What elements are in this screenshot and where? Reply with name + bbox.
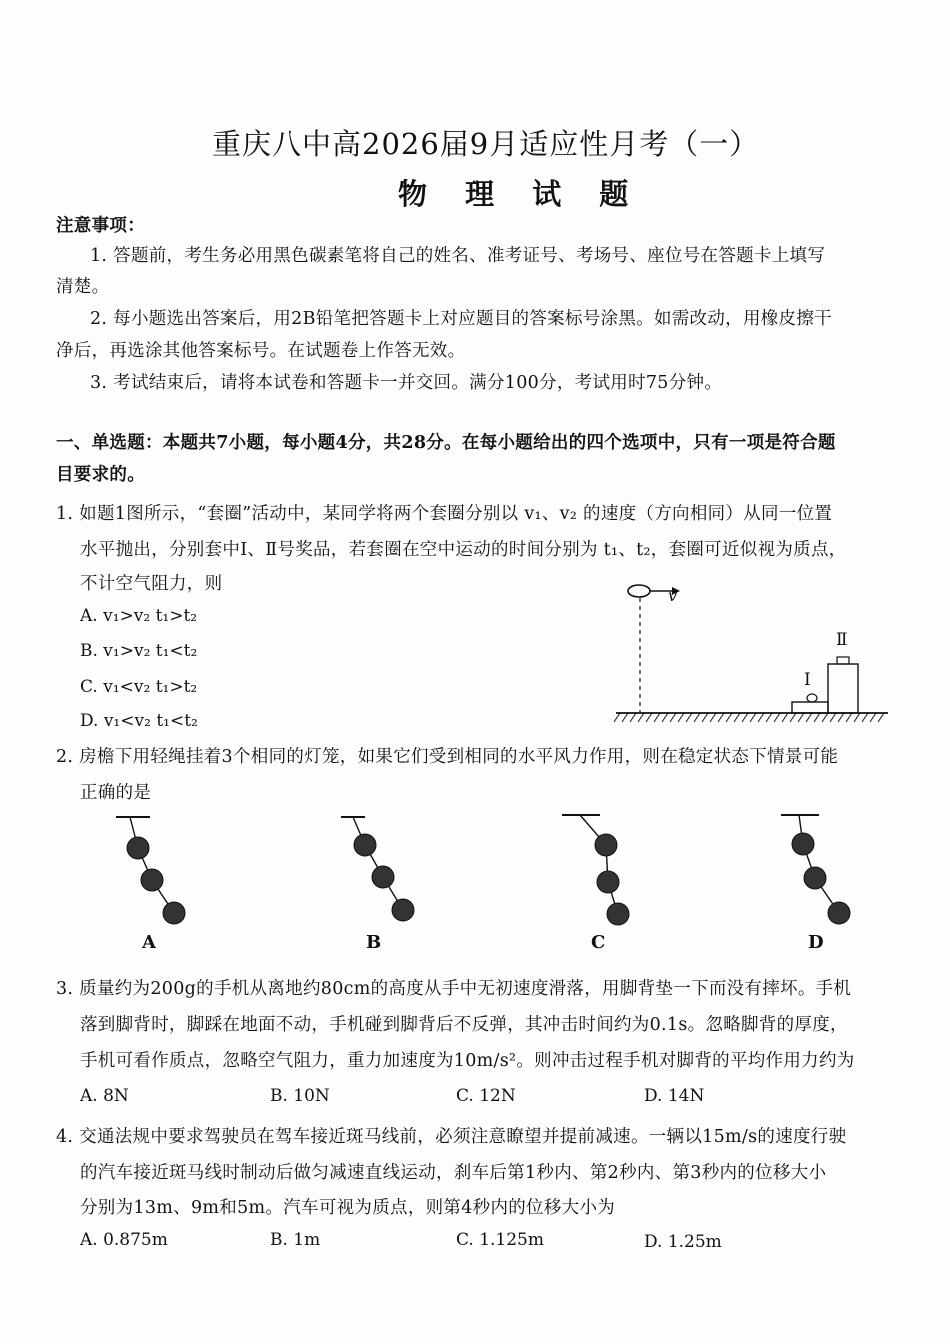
q3-stem-line1: 3. 质量约为200g的手机从离地约80cm的高度从手中无初速度滑落，用脚背垫一下而没有摔坏。手机 [56, 979, 852, 999]
velocity-label: v [668, 586, 678, 605]
q3-option-b: B. 10N [270, 1086, 330, 1106]
q4-option-a: A. 0.875m [80, 1230, 168, 1250]
prize-2-label: Ⅱ [836, 630, 848, 650]
notice-heading: 注意事项： [56, 216, 145, 236]
notice-item-2-cont: 净后，再选涂其他答案标号。在试题卷上作答无效。 [56, 341, 466, 361]
q2-label-d: D [808, 932, 824, 953]
q4-option-c: C. 1.125m [456, 1230, 544, 1250]
q2-label-b: B [366, 932, 382, 953]
q2-label-a: A [142, 932, 156, 953]
section-heading-cont: 目要求的。 [56, 465, 145, 485]
lantern-figure-c [560, 810, 670, 935]
section-heading: 一、单选题：本题共7小题，每小题4分，共28分。在每小题给出的四个选项中，只有一项是符合题 [56, 433, 836, 453]
q1-option-b: B. v₁>v₂ t₁<t₂ [80, 641, 198, 661]
prize-1-label: Ⅰ [804, 670, 811, 690]
q3-option-a: A. 8N [80, 1086, 129, 1106]
q4-stem-line2: 的汽车接近斑马线时制动后做匀减速直线运动，刹车后第1秒内、第2秒内、第3秒内的位移大小 [80, 1163, 827, 1183]
prize-2-icon [837, 657, 849, 664]
q2-stem-line1: 2. 房檐下用轻绳挂着3个相同的灯笼，如果它们受到相同的水平风力作用，则在稳定状态下情景可能 [56, 747, 839, 767]
q1-option-c: C. v₁<v₂ t₁>t₂ [80, 677, 198, 697]
q1-figure [612, 580, 912, 730]
page-title: 重庆八中高2026届9月适应性月考（一） [212, 127, 760, 161]
lantern-figure-d [775, 810, 885, 935]
q1-stem-line3: 不计空气阻力，则 [80, 574, 223, 594]
q3-option-c: C. 12N [456, 1086, 516, 1106]
q1-stem-line1: 1. 如题1图所示，“套圈”活动中，某同学将两个套圈分别以 v₁、v₂ 的速度（方向相同）从同一位置 [56, 504, 833, 524]
high-platform [828, 664, 858, 713]
lantern-figure-b [325, 810, 435, 935]
q2-stem-line2: 正确的是 [80, 783, 152, 803]
q2-label-c: C [591, 932, 606, 953]
low-platform [792, 702, 828, 713]
q1-option-d: D. v₁<v₂ t₁<t₂ [80, 711, 198, 731]
q3-stem-line3: 手机可看作质点，忽略空气阻力，重力加速度为10m/s²。则冲击过程手机对脚背的平均作用力约为 [80, 1051, 855, 1071]
notice-item-3: 3. 考试结束后，请将本试卷和答题卡一并交回。满分100分，考试用时75分钟。 [90, 373, 723, 393]
q3-option-d: D. 14N [644, 1086, 705, 1106]
hoop-icon [628, 585, 650, 597]
q4-stem-line1: 4. 交通法规中要求驾驶员在驾车接近斑马线前，必须注意瞭望并提前减速。一辆以15m/s的速度行驶 [56, 1127, 847, 1147]
q4-stem-line3: 分别为13m、9m和5m。汽车可视为质点，则第4秒内的位移大小为 [80, 1198, 616, 1218]
q1-stem-line2: 水平抛出，分别套中Ⅰ、Ⅱ号奖品，若套圈在空中运动的时间分别为 t₁、t₂，套圈可近似视为质点， [80, 540, 847, 560]
prize-1-icon [807, 694, 817, 702]
q4-option-d: D. 1.25m [644, 1232, 722, 1252]
q4-option-b: B. 1m [270, 1230, 321, 1250]
q1-option-a: A. v₁>v₂ t₁>t₂ [80, 606, 198, 626]
notice-item-2: 2. 每小题选出答案后，用2B铅笔把答题卡上对应题目的答案标号涂黑。如需改动，用橡皮擦干 [90, 309, 832, 329]
notice-item-1-cont: 清楚。 [56, 277, 110, 297]
q3-stem-line2: 落到脚背时，脚踩在地面不动，手机碰到脚背后不反弹，其冲击时间约为0.1s。忽略脚背的厚度， [80, 1015, 848, 1035]
subject-title: 物 理 试 题 [398, 177, 643, 211]
lantern-figure-a [100, 810, 210, 935]
notice-item-1: 1. 答题前，考生务必用黑色碳素笔将自己的姓名、准考证号、考场号、座位号在答题卡上填写 [90, 246, 826, 266]
